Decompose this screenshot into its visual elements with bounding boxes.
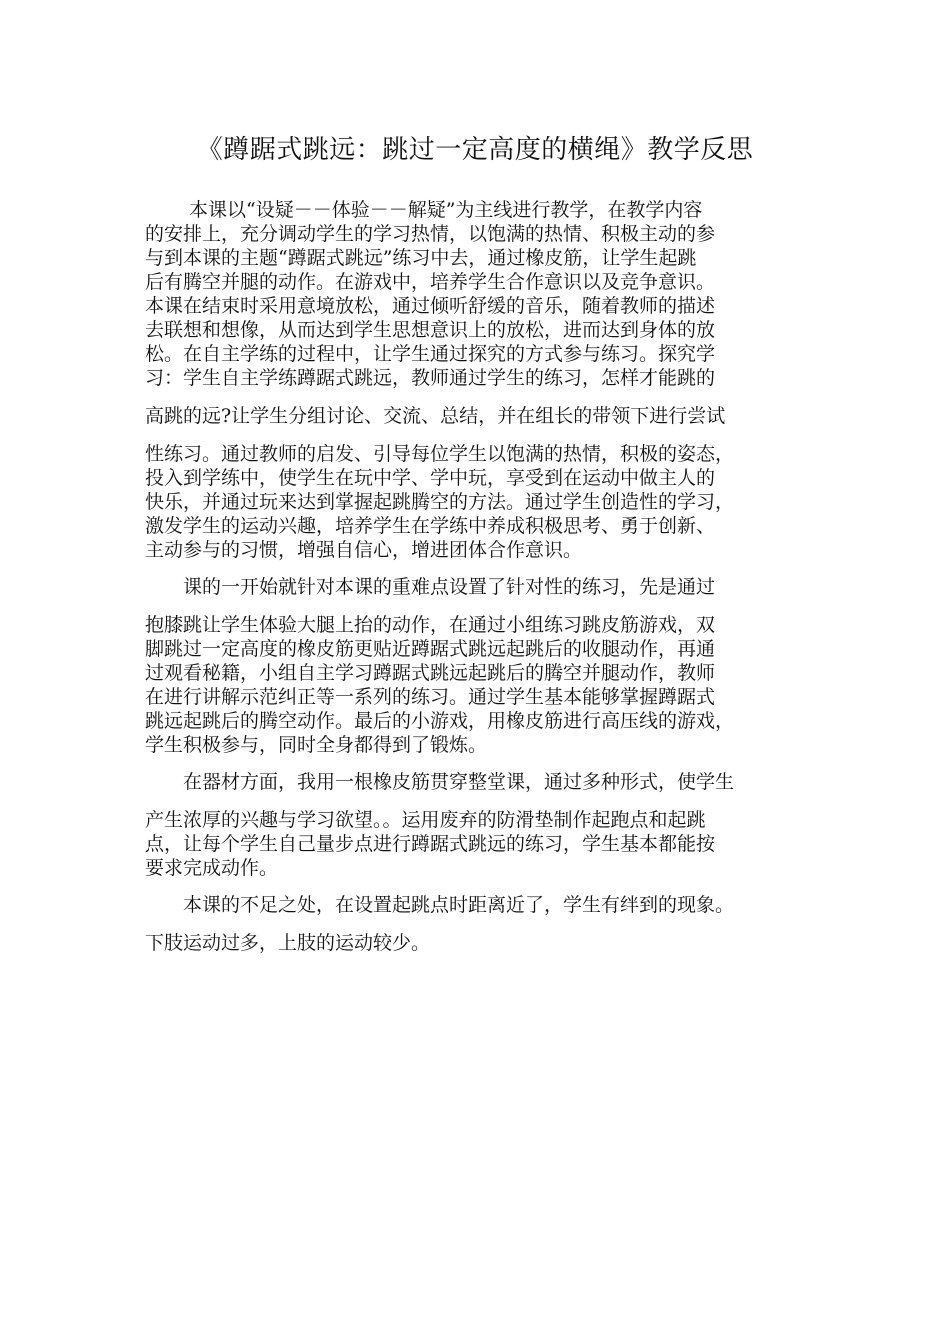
text-line: 本课的不足之处，在设置起跳点时距离近了，学生有绊到的现象。 [183, 894, 735, 916]
text-line: 过观看秘籍，小组自主学习蹲踞式跳远起跳后的腾空并腿动作，教师 [145, 662, 716, 684]
text-line: 在器材方面，我用一根橡皮筋贯穿整堂课，通过多种形式，使学生 [183, 771, 735, 793]
text-line: 在进行讲解示范纠正等一系列的练习。通过学生基本能够掌握蹲踞式 [145, 686, 716, 708]
text-line: 抱膝跳让学生体验大腿上抬的动作，在通过小组练习跳皮筋游戏，双 [145, 614, 716, 636]
text-line: 与到本课的主题“蹲踞式跳远”练习中去，通过橡皮筋，让学生起跳 [145, 247, 697, 269]
text-line: 主动参与的习惯，增强自信心，增进团体合作意识。 [145, 539, 583, 561]
text-line: 学生积极参与，同时全身都得到了锻炼。 [145, 734, 488, 756]
text-line: 本课以“设疑－－体验－－解疑”为主线进行教学，在教学内容 [189, 199, 703, 221]
text-line: 投入到学练中，使学生在玩中学、学中玩，享受到在运动中做主人的 [145, 467, 716, 489]
text-line: 习：学生自主学练蹲踞式跳远，教师通过学生的练习，怎样才能跳的 [145, 367, 716, 389]
text-line: 点，让每个学生自己量步点进行蹲踞式跳远的练习，学生基本都能按 [145, 833, 716, 855]
text-line: 跳远起跳后的腾空动作。最后的小游戏，用橡皮筋进行高压线的游戏， [145, 710, 735, 732]
text-line: 产生浓厚的兴趣与学习欲望。。运用废弃的防滑垫制作起跑点和起跳 [145, 809, 706, 831]
text-line: 要求完成动作。 [145, 857, 279, 879]
document-body [145, 198, 805, 955]
text-line: 后有腾空并腿的动作。在游戏中，培养学生合作意识以及竞争意识。 [145, 271, 716, 293]
text-line: 去联想和想像，从而达到学生思想意识上的放松，进而达到身体的放 [145, 319, 716, 341]
text-line: 性练习。通过教师的启发、引导每位学生以饱满的热情，积极的姿态， [145, 443, 735, 465]
text-line: 快乐，并通过玩来达到掌握起跳腾空的方法。通过学生创造性的学习， [145, 491, 735, 513]
text-line: 下肢运动过多，上肢的运动较少。 [145, 932, 431, 954]
text-line: 松。在自主学练的过程中，让学生通过探究的方式参与练习。探究学 [145, 343, 716, 365]
text-line: 高跳的远?让学生分组讨论、交流、总结，并在组长的带领下进行尝试 [145, 405, 726, 427]
document-title: 《蹲踞式跳远：跳过一定高度的横绳》教学反思 [196, 135, 754, 165]
text-line: 的安排上，充分调动学生的学习热情，以饱满的热情、积极主动的参 [145, 223, 716, 245]
text-line: 激发学生的运动兴趣，培养学生在学练中养成积极思考、勇于创新、 [145, 515, 716, 537]
text-line: 本课在结束时采用意境放松，通过倾听舒缓的音乐，随着教师的描述 [145, 295, 716, 317]
text-line: 脚跳过一定高度的橡皮筋更贴近蹲踞式跳远起跳后的收腿动作，再通 [145, 638, 716, 660]
text-line: 课的一开始就针对本课的重难点设置了针对性的练习，先是通过 [183, 576, 716, 598]
